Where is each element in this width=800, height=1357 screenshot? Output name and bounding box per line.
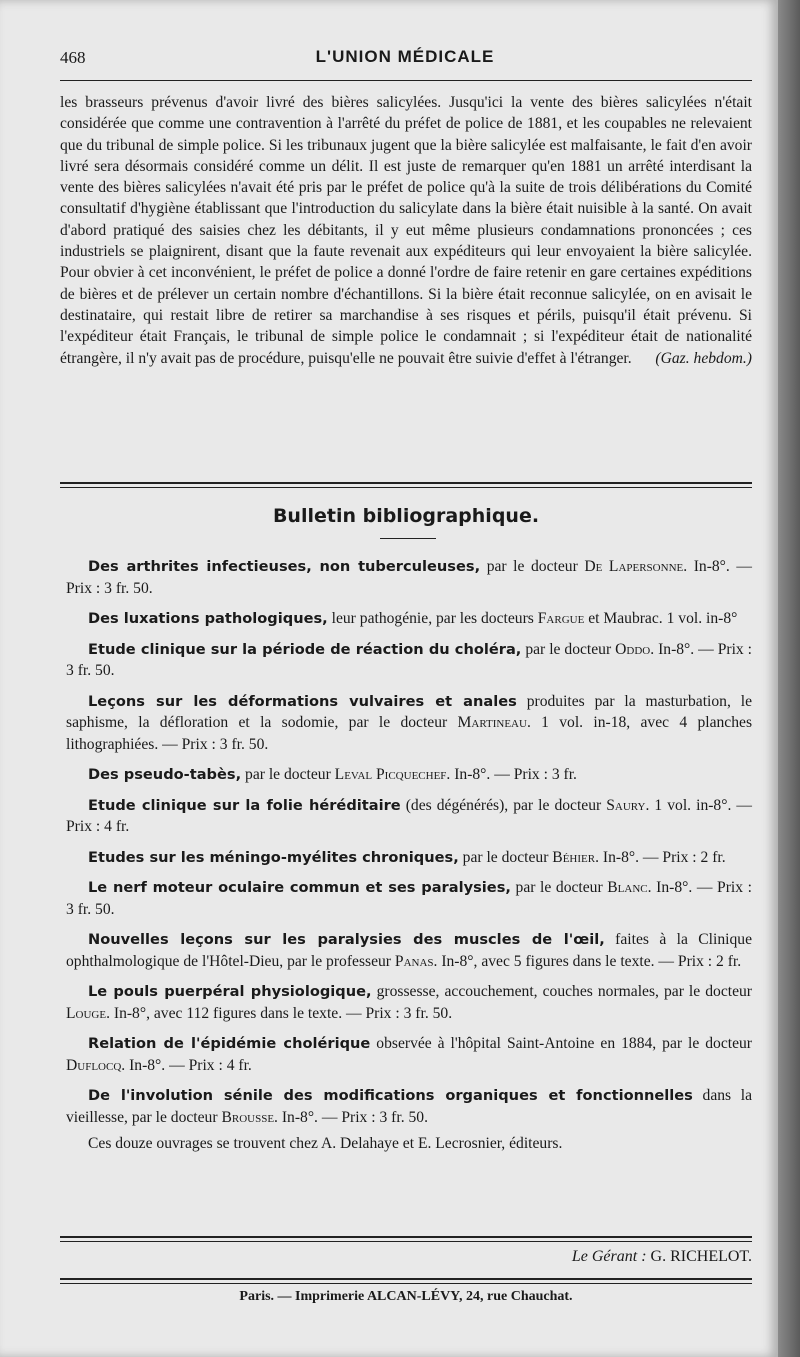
binding-edge xyxy=(778,0,800,1357)
entry-details: . In-8°, avec 112 figures dans le texte. — Prix : 3 fr. 50. xyxy=(106,1004,453,1022)
entry-details: . In-8°. — Prix : 3 fr. 50. xyxy=(66,879,752,918)
running-title: L'UNION MÉDICALE xyxy=(315,47,495,66)
entry-author: Brousse xyxy=(221,1108,275,1126)
entry-details: . 1 vol. in-18, avec 4 planches lithographiées. — Prix : 3 fr. 50. xyxy=(66,714,753,753)
section-divider xyxy=(60,482,752,484)
entry-author: Béhier xyxy=(552,848,596,866)
entry-details: . In-8°. — Prix : 3 fr. 50. xyxy=(66,558,752,597)
entry-details: . In-8°. — Prix : 2 fr. xyxy=(595,848,726,866)
entry-text: leur pathogénie, par les docteurs xyxy=(327,610,538,627)
closing-note: Ces douze ouvrages se trouvent chez A. Delahaye et E. Lecrosnier, éditeurs. xyxy=(88,1135,563,1152)
entry-author: Blanc xyxy=(607,879,648,896)
footer-divider xyxy=(60,1236,752,1238)
entry-details: . In-8°. — Prix : 3 fr. 50. xyxy=(274,1108,428,1126)
entry-text: par le docteur xyxy=(510,879,608,896)
entry-title: Des pseudo-tabès, xyxy=(88,766,242,783)
bibliography-entry xyxy=(66,795,752,838)
bibliography-entry xyxy=(66,639,752,682)
entry-text: produites par la masturbation, le saphisme, la défloration et la sodomie, par le docteur xyxy=(66,692,752,731)
header-rule xyxy=(60,80,752,81)
printer-divider xyxy=(60,1278,752,1280)
entry-title: Etude clinique sur la période de réaction du choléra, xyxy=(88,640,522,658)
entry-title: Nouvelles leçons sur les paralysies des muscles de l'œil, xyxy=(88,931,605,948)
page-header xyxy=(60,44,750,74)
entry-text: par le docteur xyxy=(521,640,616,658)
entry-author: Saury xyxy=(606,796,646,814)
bibliography-entry xyxy=(66,1033,752,1076)
entry-text: observée à l'hôpital Saint-Antoine en 1884, par le docteur xyxy=(370,1035,752,1052)
article-paragraph xyxy=(60,92,752,369)
section-title: Bulletin bibliographique. xyxy=(272,505,540,527)
bibliography-entry xyxy=(66,929,752,972)
entry-title: Le nerf moteur oculaire commun et ses paralysies, xyxy=(88,879,511,896)
gerant-name: G. RICHELOT. xyxy=(650,1248,752,1265)
entry-title: De l'involution sénile des modifications organiques et fonctionnelles xyxy=(88,1087,693,1104)
bibliography-entry xyxy=(66,556,752,599)
entry-text: dans la vieillesse, par le docteur xyxy=(66,1087,753,1126)
entry-author: De Lapersonne xyxy=(584,558,684,575)
entry-details: . In-8°. — Prix : 3 fr. 50. xyxy=(66,640,752,679)
entry-details: . In-8°. — Prix : 3 fr. xyxy=(446,766,577,783)
entry-author: Martineau xyxy=(457,714,527,731)
bibliography-entry xyxy=(66,877,752,920)
bibliography-entry xyxy=(66,1085,752,1128)
gerant-line xyxy=(60,1248,752,1266)
entry-title: Le pouls puerpéral physiologique, xyxy=(88,983,372,1000)
bibliography-entry xyxy=(66,847,752,869)
entry-details: . In-8°. — Prix : 4 fr. xyxy=(121,1056,252,1074)
entry-title: Des arthrites infectieuses, non tuberculeuses, xyxy=(88,558,481,575)
article-text xyxy=(60,92,752,369)
bibliography-entry xyxy=(66,981,752,1024)
entry-title: Des luxations pathologiques, xyxy=(88,610,328,627)
printer-line: Paris. — Imprimerie ALCAN-LÉVY, 24, rue Chauchat. xyxy=(239,1289,573,1304)
entry-text: faites à la Clinique ophthalmologique de l'Hôtel-Dieu, par le professeur xyxy=(66,931,752,970)
entry-text: par le docteur xyxy=(480,558,585,575)
entry-title: Leçons sur les déformations vulvaires et anales xyxy=(88,692,517,710)
bibliography-entry xyxy=(66,608,752,630)
article-source: (Gaz. hebdom.) xyxy=(655,349,752,367)
entry-text: grossesse, accouchement, couches normales, par le docteur xyxy=(371,983,752,1000)
entry-title: Etudes sur les méningo-myélites chroniques, xyxy=(88,848,459,866)
entry-details: . 1 vol. in-8°. — Prix : 4 fr. xyxy=(66,796,752,835)
entry-author: Panas xyxy=(394,952,434,970)
entry-text: (des dégénérés), par le docteur xyxy=(400,796,607,814)
entry-author: Fargue xyxy=(537,610,585,627)
entry-text: par le docteur xyxy=(458,848,553,866)
page-number: 468 xyxy=(60,48,86,67)
entry-author: Oddo xyxy=(615,640,651,658)
bibliography-entry xyxy=(66,764,752,786)
title-underline xyxy=(380,538,436,539)
gerant-label: Le Gérant : xyxy=(571,1248,647,1265)
bibliography-entry xyxy=(66,691,752,756)
entry-text: par le docteur xyxy=(241,766,335,783)
entry-author: Louge xyxy=(66,1004,107,1022)
entry-details: et Maubrac. 1 vol. in-8° xyxy=(584,610,738,627)
entry-author: Duflocq xyxy=(66,1056,122,1074)
entry-details: . In-8°, avec 5 figures dans le texte. — Prix : 2 fr. xyxy=(433,952,742,970)
entry-author: Leval Picquechef xyxy=(334,766,447,783)
article-body: les brasseurs prévenus d'avoir livré des bières salicylées. Jusqu'ici la vente des bières salicylées n'était considérée que comme une contravention à l'arrêté du préfet de police de 1881, et les coupables ne relevaient que du tribunal de simple police. Si les tribunaux jugent que la bière salicylée est malfaisante, le fait d'en avoir livré sera désormais considéré comme un délit. Il est juste de remarquer qu'en 1881 un arrêté interdisant la vente des bières salicylées n'avait été pris par le préfet de police qu'à la suite de trois délibérations du Comité consultatif d'hygiène établissant que l'introduction du salicylate dans la bière était nuisible à la santé. On avait d'abord pratiqué des saisies chez les débitants, il y eut même plusieurs condamnations prononcées ; ces industriels se plaignirent, disant que la faute revenait aux expéditeurs qui leur envoyaient la bière salicylée. Pour obvier à cet inconvénient, le préfet de police a donné l'ordre de faire retenir en gare certaines expéditions de bières et de prélever un certain nombre d'échantillons. Si la bière était reconnue salicylée, on en avisait le destinataire, qui restait libre de retirer sa marchandise à ses risques et périls, puisqu'il était prévenu. Si l'expéditeur était Français, le tribunal de simple police le condamnait ; si l'expéditeur était de nationalité étrangère, il n'y avait pas de procédure, puisqu'elle ne pouvait être suivie d'effet à l'étranger. xyxy=(60,94,752,367)
entry-title: Relation de l'épidémie cholérique xyxy=(88,1035,371,1052)
bibliography-list xyxy=(66,556,752,1155)
entry-title: Etude clinique sur la folie héréditaire xyxy=(88,796,401,814)
